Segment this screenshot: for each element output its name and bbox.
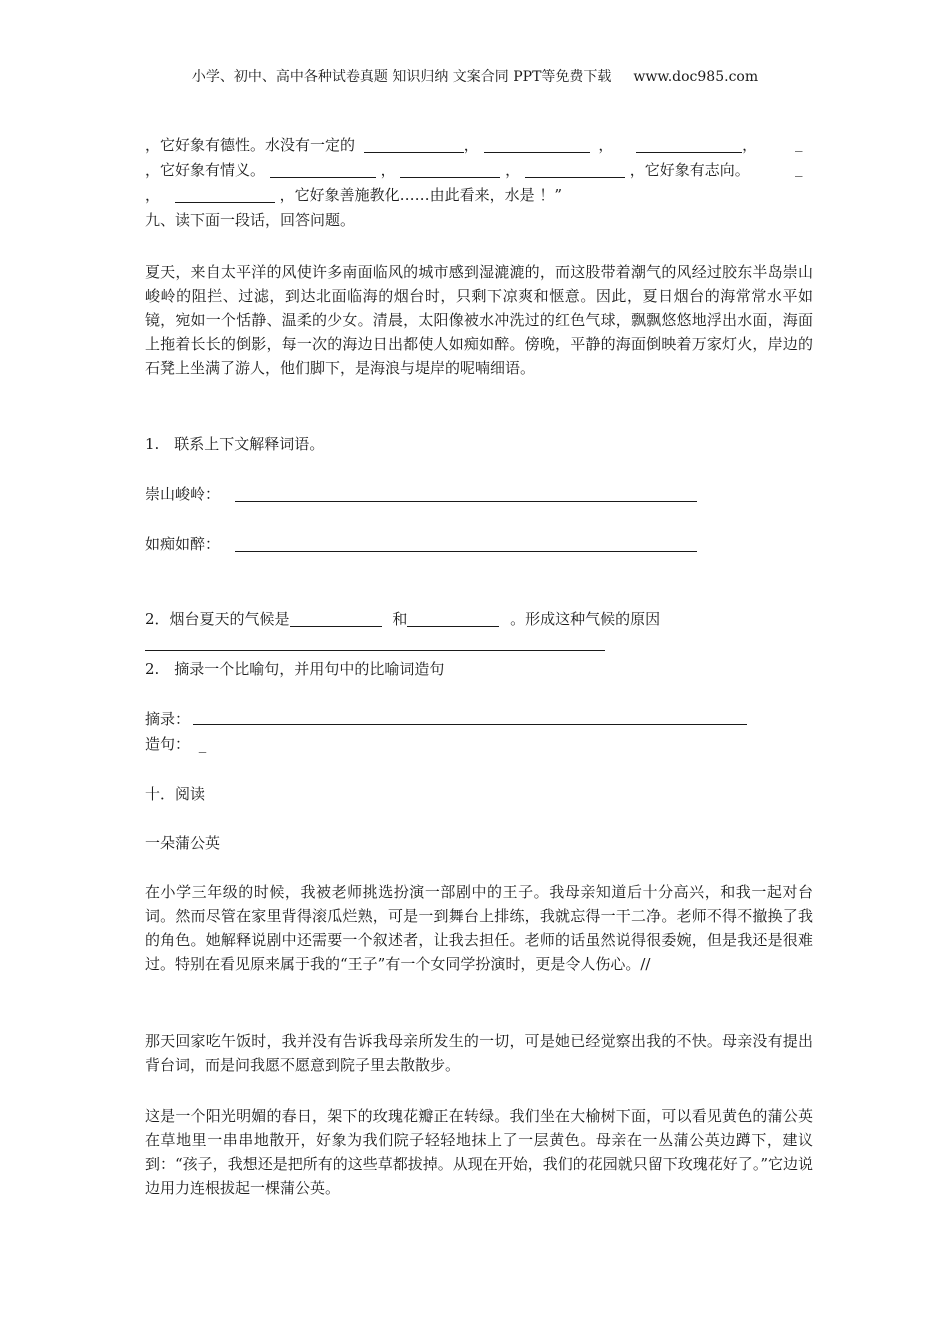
q1-word2: 如痴如醉：: [145, 535, 221, 553]
header-text: 小学、初中、高中各种试卷真题 知识归纳 文案合同 PPT等免费下载: [191, 69, 612, 85]
sep: ，: [505, 161, 521, 179]
line2-text: ，它好象有情义。: [145, 161, 266, 179]
q1-label: 1. 联系上下文解释词语。: [145, 435, 325, 453]
line3-text-b: ，它好象善施教化……由此看来，水是 ！”: [279, 186, 563, 204]
blank-2[interactable]: [484, 136, 590, 153]
line1-text: ，它好象有德性。水没有一定的: [145, 136, 356, 154]
q2-blank-2[interactable]: [407, 610, 499, 627]
line2-dash: _: [795, 159, 803, 177]
page-header: [0, 66, 950, 86]
q1-word1: 崇山峻岭：: [145, 485, 221, 503]
q1-answer-line-2[interactable]: [235, 550, 697, 552]
blank-4[interactable]: [270, 161, 376, 178]
q1-answer-line-1[interactable]: [235, 500, 697, 502]
blank-1[interactable]: [364, 136, 464, 153]
q3-sentence-row: [145, 733, 206, 755]
q3-sentence-label: 造句：: [145, 735, 191, 753]
story-paragraph-2: 那天回家吃午饭时，我并没有告诉我母亲所发生的一切，可是她已经觉察出我的不快。母亲没有提出背台词，而是问我愿不愿意到院子里去散散步。: [145, 1032, 813, 1074]
line2-text-b: ，它好象有志向。: [629, 161, 750, 179]
q3-excerpt-label: 摘录：: [145, 710, 191, 728]
line1-dash: _: [795, 134, 803, 152]
section8-line1: [145, 134, 757, 156]
blank-7[interactable]: [175, 186, 275, 203]
story-title: 一朵蒲公英: [145, 834, 221, 852]
sep: ，: [380, 161, 396, 179]
section8-line3: [145, 184, 562, 206]
q3-excerpt-line[interactable]: [193, 723, 747, 725]
blank-6[interactable]: [525, 161, 625, 178]
sep: ，: [742, 136, 758, 154]
section10-title: 十．阅读: [145, 785, 206, 803]
q2-text-c: 。形成这种气候的原因: [510, 610, 661, 628]
q2-reason-line[interactable]: [145, 649, 605, 651]
header-url[interactable]: www.doc985.com: [633, 69, 759, 85]
section8-line2: [145, 159, 750, 181]
section9-passage: 夏天，来自太平洋的风使许多南面临风的城市感到湿漉漉的，而这股带着潮气的风经过胶东半岛崇山峻岭的阻拦、过滤，到达北面临海的烟台时，只剩下凉爽和惬意。因此，夏日烟台的海常常水平如镜，宛如一个恬静、温柔的少女。清晨，太阳像被水冲洗过的红色气球，飘飘悠悠地浮出水面，海面上拖着长长的倒影，每一次的海边日出都使人如痴如醉。傍晚，平静的海面倒映着万家灯火，岸边的石凳上坐满了游人，他们脚下，是海浪与堤岸的呢喃细语。: [145, 263, 813, 377]
story-paragraph-1: 在小学三年级的时候，我被老师挑选扮演一部剧中的王子。我母亲知道后十分高兴，和我一起对台词。然而尽管在家里背得滚瓜烂熟，可是一到舞台上排练，我就忘得一干二净。老师不得不撤换了我的角色。她解释说剧中还需要一个叙述者，让我去担任。老师的话虽然说得很委婉，但是我还是很难过。特别在看见原来属于我的“王子”有一个女同学扮演时，更是令人伤心。//: [145, 883, 813, 973]
blank-5[interactable]: [400, 161, 500, 178]
q3-sentence-blank[interactable]: _: [198, 735, 207, 753]
sep: ，: [598, 136, 614, 154]
sep: ，: [463, 136, 479, 154]
q2-text-b: 和: [392, 610, 408, 628]
q2-text-a: 2．烟台夏天的气候是: [145, 610, 290, 628]
section9-title: 九、读下面一段话，回答问题。: [145, 211, 356, 229]
q2-line: [145, 608, 660, 630]
blank-3[interactable]: [636, 136, 742, 153]
line3-text: ，: [145, 186, 161, 204]
q3-label: 2. 摘录一个比喻句，并用句中的比喻词造句: [145, 660, 445, 678]
story-paragraph-3: 这是一个阳光明媚的春日，架下的玫瑰花瓣正在转绿。我们坐在大榆树下面，可以看见黄色的蒲公英在草地里一串串地散开，好象为我们院子轻轻地抹上了一层黄色。母亲在一丛蒲公英边蹲下，建议到：“孩子，我想还是把所有的这些草都拔掉。从现在开始，我们的花园就只留下玫瑰花好了。”它边说边用力连根拔起一棵蒲公英。: [145, 1107, 813, 1197]
q2-blank-1[interactable]: [290, 610, 382, 627]
